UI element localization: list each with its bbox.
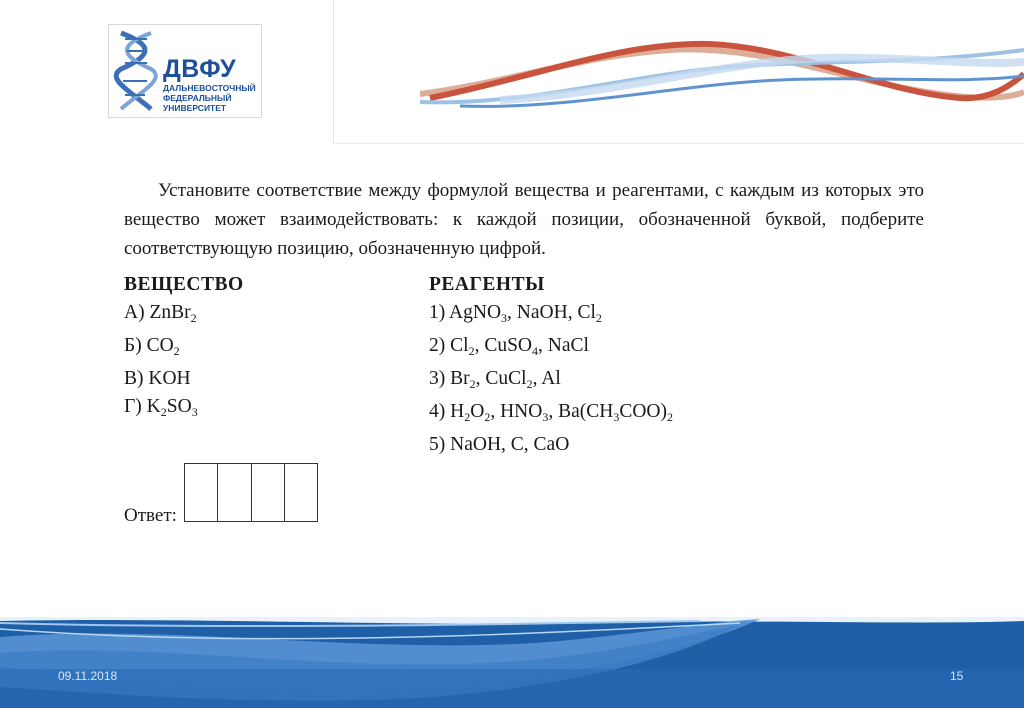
- logo-subtitle-line: ДАЛЬНЕВОСТОЧНЫЙ: [163, 83, 256, 93]
- reagent-label: 5): [429, 434, 451, 455]
- university-logo: [108, 24, 262, 118]
- subscript: 2: [666, 410, 673, 424]
- answer-cell[interactable]: [252, 464, 285, 521]
- substance-formula: $K_2SO_3$: [146, 396, 198, 419]
- decorative-waves: [420, 36, 1024, 126]
- footer-band: [0, 617, 1024, 708]
- subscript: 3: [191, 405, 198, 419]
- subscript: 3: [542, 410, 549, 424]
- subscript: 2: [595, 311, 602, 325]
- substance-row: [124, 332, 244, 365]
- reagents-heading: РЕАГЕНТЫ: [429, 274, 545, 295]
- answer-cell[interactable]: [218, 464, 251, 521]
- subscript: 3: [501, 311, 508, 325]
- substances-column: [124, 271, 244, 426]
- logo-subtitle: [163, 83, 259, 113]
- answer-cell[interactable]: [185, 464, 218, 521]
- reagent-formula: $Br_2$, CuCl$_2$, Al: [450, 368, 561, 391]
- subscript: 2: [190, 311, 197, 325]
- reagent-row: [429, 299, 673, 332]
- footer-date: 09.11.2018: [58, 669, 118, 683]
- logo-title: ДВФУ: [163, 55, 237, 83]
- subscript: 2: [160, 405, 167, 419]
- reagents-column: [429, 271, 673, 459]
- reagent-label: 1): [429, 302, 450, 323]
- substance-row: [124, 299, 244, 332]
- subscript: 2: [526, 377, 533, 391]
- subscript: 2: [484, 410, 491, 424]
- reagent-row: [429, 431, 673, 459]
- reagent-row: [429, 332, 673, 365]
- substance-formula: ZnBr$_2$: [149, 302, 197, 325]
- subscript: 2: [464, 410, 471, 424]
- subscript: 2: [469, 377, 476, 391]
- substance-list: [124, 299, 244, 426]
- substance-label: А): [124, 302, 150, 323]
- subscript: 2: [173, 344, 180, 358]
- reagent-list: [429, 299, 673, 459]
- dna-helix-icon: [113, 29, 159, 113]
- answer-cell[interactable]: [285, 464, 317, 521]
- substance-label: В): [124, 368, 149, 389]
- logo-subtitle-line: ФЕДЕРАЛЬНЫЙ: [163, 93, 232, 103]
- substances-heading: ВЕЩЕСТВО: [124, 274, 244, 295]
- task-text: Установите соответствие между формулой вещества и реагентами, с каждым из которых это вещество может взаимодействовать: к каждой позиции, обозначенной буквой, подберите соответствующую позицию, обозначенную цифрой.: [124, 180, 924, 259]
- reagent-formula: $Cl_2$, CuSO$_4$, NaCl: [450, 335, 589, 358]
- substance-formula: $CO_2$: [146, 335, 180, 358]
- reagent-row: [429, 365, 673, 398]
- page-number: 15: [950, 669, 964, 683]
- footer-waves: [0, 617, 1024, 708]
- reagent-formula: AgNO$_3$, NaOH, $Cl_2$: [449, 302, 602, 325]
- reagent-formula: NaOH, C, CaO: [450, 434, 570, 455]
- task-statement: [124, 176, 924, 263]
- subscript: 3: [613, 410, 620, 424]
- reagent-formula: $H_2O_2$, $HNO_3$, $Ba(CH_3COO)_2$: [450, 401, 673, 424]
- substance-row: [124, 365, 244, 393]
- substance-formula: KOH: [148, 368, 191, 389]
- subscript: 2: [468, 344, 475, 358]
- substance-label: Б): [124, 335, 147, 356]
- substance-row: [124, 393, 244, 426]
- answer-grid: [184, 463, 318, 522]
- answer-label: Ответ:: [124, 505, 177, 526]
- substance-label: Г): [124, 396, 147, 417]
- subscript: 4: [532, 344, 538, 358]
- reagent-label: 4): [429, 401, 451, 422]
- reagent-label: 3): [429, 368, 451, 389]
- reagent-row: [429, 398, 673, 431]
- reagent-label: 2): [429, 335, 451, 356]
- logo-subtitle-line: УНИВЕРСИТЕТ: [163, 103, 227, 113]
